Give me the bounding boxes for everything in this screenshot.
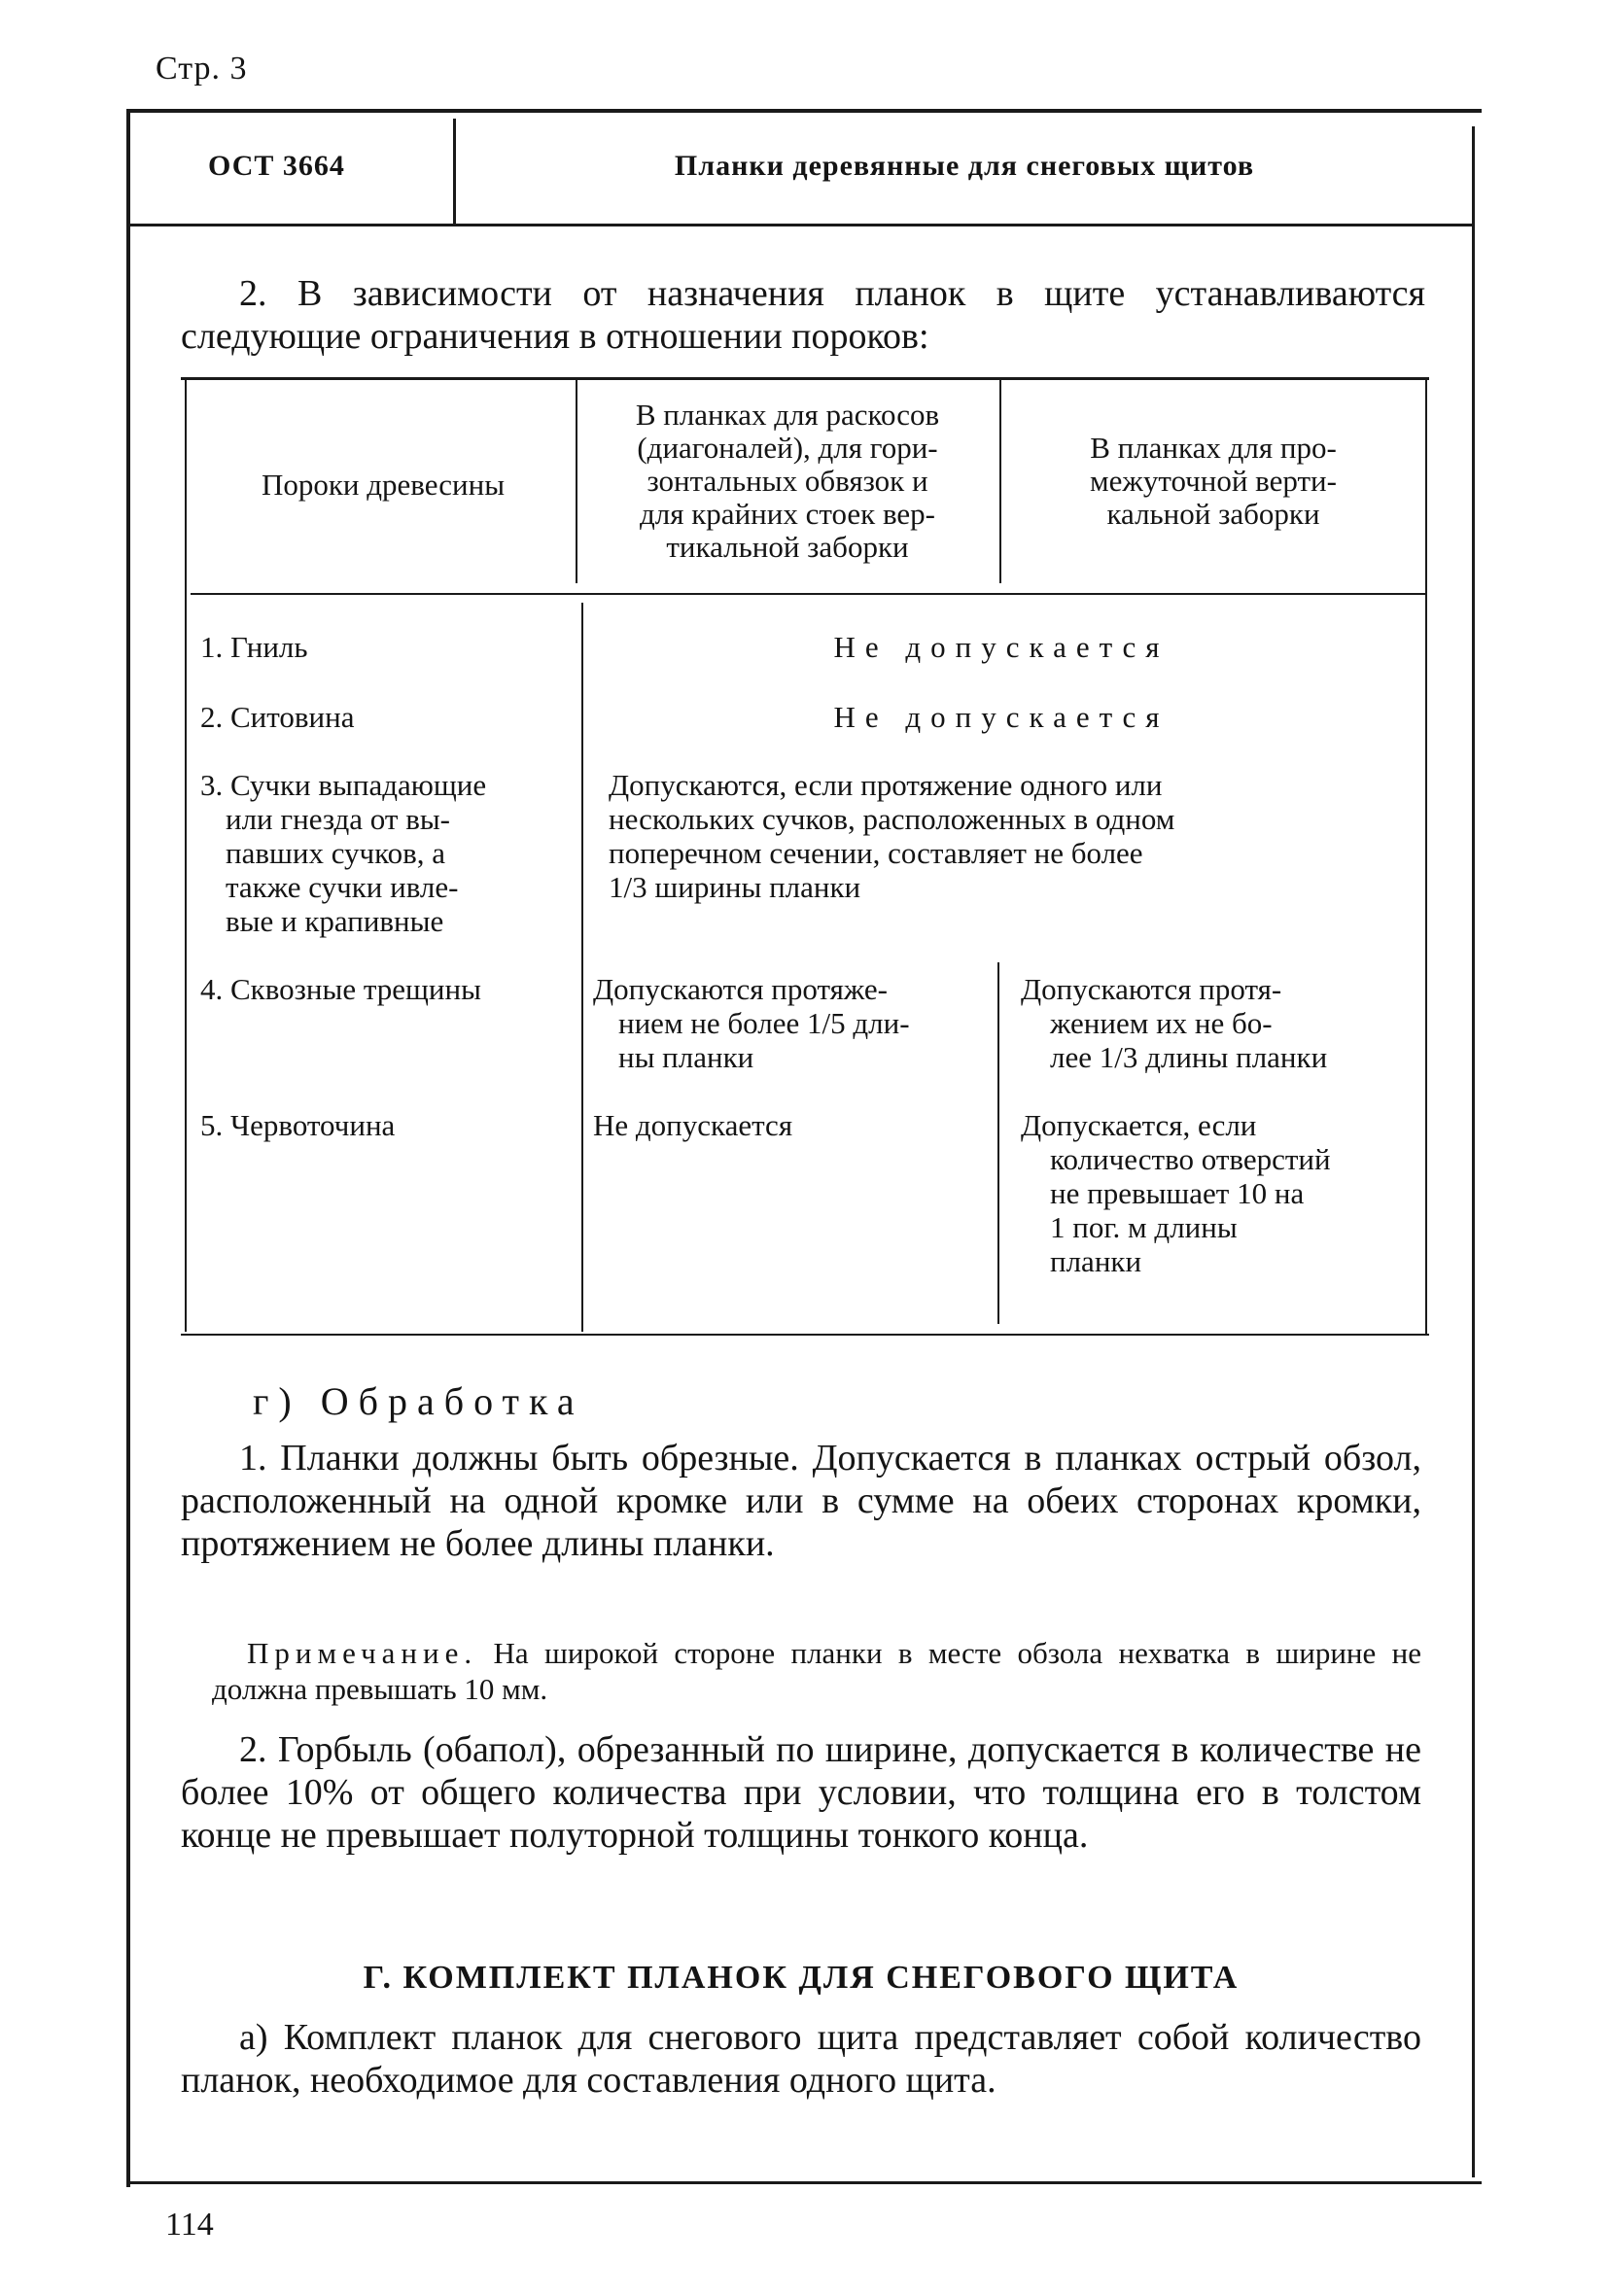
page-label: Стр. 3: [156, 51, 248, 87]
table-cell-shared: Не допускается: [833, 700, 1170, 734]
kit-heading: Г. КОМПЛЕКТ ПЛАНОК ДЛЯ СНЕГОВОГО ЩИТА: [363, 1960, 1240, 1996]
note-text: На широкой стороне планки в месте обзола нехватка в ширине не должна превышать 10 мм.: [212, 1636, 1421, 1706]
table-row-defect: 3. Сучки выпадающие или гнезда от вы- павших сучков, а также сучки ивле- вые и крапивные: [200, 768, 487, 938]
table-cell-shared: Допускаются, если протяжение одного или нескольких сучков, расположенных в одном поперечном сечении, составляет не более 1/3 ширины планки: [609, 768, 1175, 904]
frame-right-rule: [1472, 126, 1475, 2177]
frame-top-rule: [126, 109, 1482, 113]
table-cell-col3: Допускается, если количество отверстий не превышает 10 на 1 пог. м длины планки: [1021, 1108, 1331, 1278]
table-top-rule: [181, 377, 1429, 380]
standard-code: ОСТ 3664: [208, 150, 345, 182]
processing-item-2: 2. Горбыль (обапол), обрезанный по ширине, допускается в количестве не более 10% от общего количества при условии, что толщина его в толстом конце не превышает полуторной толщины тонкого конца.: [181, 1729, 1421, 1856]
header-divider-horizontal: [130, 224, 1474, 226]
table-header-defects: Пороки древесины: [261, 468, 506, 502]
table-header-rule: [191, 593, 1427, 595]
kit-item-a: а) Комплект планок для снегового щита представляет собой количество планок, необходимое для составления одного щита.: [181, 2017, 1421, 2101]
table-row-defect: 5. Червоточина: [200, 1108, 396, 1142]
table-bottom-rule: [181, 1334, 1429, 1336]
table-header-diagonals: В планках для раскосов (диагоналей), для гори- зонтальных обвязок и для крайних стоек вер- тикальной заборки: [635, 398, 940, 564]
processing-item-1: 1. Планки должны быть обрезные. Допускается в планках острый обзол, расположенный на одной кромке или в сумме на обеих сторонах кромки, протяжением не более длины планки.: [181, 1438, 1421, 1564]
standard-title: Планки деревянные для снеговых щитов: [674, 150, 1255, 182]
table-cell-col3: Допускаются протя- жением их не бо- лее 1/3 длины планки: [1021, 972, 1328, 1074]
table-cell-col2: Допускаются протяже- нием не более 1/5 дли- ны планки: [593, 972, 910, 1074]
page-number: 114: [165, 2207, 214, 2243]
frame-bottom-rule: [126, 2181, 1482, 2184]
frame-left-rule: [126, 109, 130, 2187]
table-cell-shared: Не допускается: [833, 630, 1170, 664]
note-label: Примечание.: [247, 1636, 478, 1670]
processing-note: [212, 1635, 1421, 1707]
table-body-divider-2: [997, 962, 999, 1324]
table-right-border: [1425, 379, 1427, 1334]
intro-paragraph: 2. В зависимости от назначения планок в щите устанавливаются следующие ограничения в отношении пороков:: [181, 273, 1425, 357]
table-header-intermediate: В планках для про- межуточной верти- кальной заборки: [1090, 431, 1337, 531]
table-cell-col2: Не допускается: [593, 1108, 793, 1142]
table-left-border: [185, 379, 187, 1332]
header-divider-vertical: [453, 119, 456, 226]
processing-heading: г) Обработка: [253, 1379, 584, 1423]
table-row-defect: 4. Сквозные трещины: [200, 972, 481, 1006]
table-row-defect: 2. Ситовина: [200, 700, 355, 734]
table-row-defect: 1. Гниль: [200, 630, 308, 664]
